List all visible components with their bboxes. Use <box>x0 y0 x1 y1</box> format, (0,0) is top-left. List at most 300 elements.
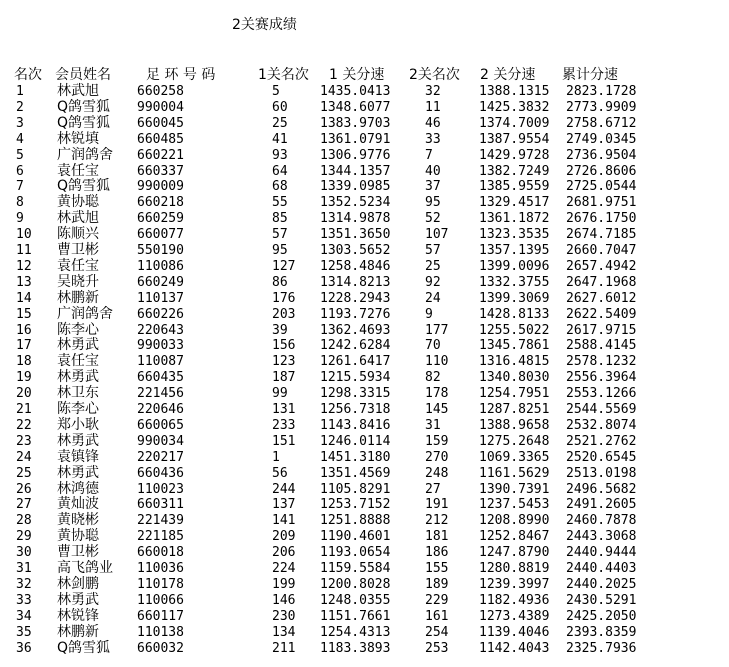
cell-name: 高飞鸽业 <box>57 560 113 576</box>
cell-name: 林锐锋 <box>57 608 99 624</box>
cell-rank: 23 <box>16 434 32 449</box>
cell-stage2-rank: 40 <box>425 164 441 179</box>
cell-ring-number: 660311 <box>137 497 184 512</box>
cell-name: Q鸽雪狐 <box>57 178 111 194</box>
header-ring-number: 足 环 号 码 <box>146 67 216 83</box>
cell-name: 黄晓彬 <box>57 512 99 528</box>
cell-name: 林武旭 <box>57 210 99 226</box>
cell-total-speed: 2425.2050 <box>566 609 637 624</box>
cell-ring-number: 660117 <box>137 609 184 624</box>
cell-total-speed: 2513.0198 <box>566 466 637 481</box>
cell-name: 袁任宝 <box>57 163 99 179</box>
cell-stage2-rank: 32 <box>425 84 441 99</box>
cell-total-speed: 2726.8606 <box>566 164 637 179</box>
cell-total-speed: 2773.9909 <box>566 100 637 115</box>
cell-stage1-speed: 1362.4693 <box>320 323 391 338</box>
cell-stage1-speed: 1306.9776 <box>320 148 391 163</box>
cell-ring-number: 221439 <box>137 513 184 528</box>
cell-stage2-rank: 254 <box>425 625 449 640</box>
cell-stage1-speed: 1298.3315 <box>320 386 391 401</box>
cell-stage1-rank: 93 <box>272 148 288 163</box>
table-row <box>0 100 729 115</box>
table-row <box>0 179 729 194</box>
cell-total-speed: 2660.7047 <box>566 243 637 258</box>
cell-stage2-speed: 1345.7861 <box>479 338 550 353</box>
cell-name: 林勇武 <box>57 369 99 385</box>
cell-rank: 2 <box>16 100 24 115</box>
cell-rank: 32 <box>16 577 32 592</box>
table-row <box>0 593 729 608</box>
cell-name: 袁任宝 <box>57 258 99 274</box>
cell-name: Q鸽雪狐 <box>57 115 111 131</box>
cell-rank: 36 <box>16 641 32 656</box>
cell-stage1-speed: 1344.1357 <box>320 164 391 179</box>
cell-stage1-rank: 134 <box>272 625 296 640</box>
cell-stage1-speed: 1193.7276 <box>320 307 391 322</box>
cell-name: 黄协聪 <box>57 194 99 210</box>
table-row <box>0 482 729 497</box>
cell-rank: 24 <box>16 450 32 465</box>
cell-rank: 5 <box>16 148 24 163</box>
header-total-speed: 累计分速 <box>562 67 618 83</box>
cell-ring-number: 660436 <box>137 466 184 481</box>
cell-total-speed: 2520.6545 <box>566 450 637 465</box>
table-row <box>0 323 729 338</box>
cell-stage2-rank: 177 <box>425 323 449 338</box>
cell-stage1-rank: 39 <box>272 323 288 338</box>
cell-stage1-speed: 1451.3180 <box>320 450 391 465</box>
cell-rank: 33 <box>16 593 32 608</box>
cell-stage2-speed: 1182.4936 <box>479 593 550 608</box>
cell-name: 陈顺兴 <box>57 226 99 242</box>
cell-stage1-rank: 56 <box>272 466 288 481</box>
cell-stage2-rank: 212 <box>425 513 449 528</box>
cell-stage1-speed: 1151.7661 <box>320 609 391 624</box>
cell-stage2-rank: 248 <box>425 466 449 481</box>
table-row <box>0 259 729 274</box>
cell-total-speed: 2823.1728 <box>566 84 637 99</box>
table-row <box>0 291 729 306</box>
cell-stage2-speed: 1142.4043 <box>479 641 550 656</box>
table-row <box>0 513 729 528</box>
cell-ring-number: 660218 <box>137 195 184 210</box>
cell-total-speed: 2325.7936 <box>566 641 637 656</box>
cell-stage1-rank: 60 <box>272 100 288 115</box>
cell-ring-number: 990034 <box>137 434 184 449</box>
cell-stage2-speed: 1390.7391 <box>479 482 550 497</box>
cell-stage2-speed: 1161.5629 <box>479 466 550 481</box>
cell-stage1-speed: 1190.4601 <box>320 529 391 544</box>
cell-stage2-speed: 1429.9728 <box>479 148 550 163</box>
cell-total-speed: 2681.9751 <box>566 195 637 210</box>
table-row <box>0 148 729 163</box>
cell-rank: 18 <box>16 354 32 369</box>
cell-total-speed: 2443.3068 <box>566 529 637 544</box>
cell-stage2-speed: 1273.4389 <box>479 609 550 624</box>
cell-total-speed: 2657.4942 <box>566 259 637 274</box>
cell-stage2-rank: 27 <box>425 482 441 497</box>
cell-stage2-speed: 1316.4815 <box>479 354 550 369</box>
cell-stage2-rank: 159 <box>425 434 449 449</box>
cell-stage1-speed: 1435.0413 <box>320 84 391 99</box>
cell-stage1-speed: 1253.7152 <box>320 497 391 512</box>
cell-total-speed: 2544.5569 <box>566 402 637 417</box>
cell-stage1-rank: 127 <box>272 259 296 274</box>
cell-name: 林卫东 <box>57 385 99 401</box>
cell-stage1-speed: 1200.8028 <box>320 577 391 592</box>
cell-stage1-speed: 1383.9703 <box>320 116 391 131</box>
cell-rank: 30 <box>16 545 32 560</box>
cell-total-speed: 2725.0544 <box>566 179 637 194</box>
cell-stage2-rank: 52 <box>425 211 441 226</box>
cell-name: 曹卫彬 <box>57 242 99 258</box>
cell-ring-number: 110178 <box>137 577 184 592</box>
header-stage1-rank: 1关名次 <box>258 67 309 83</box>
cell-stage1-speed: 1183.3893 <box>320 641 391 656</box>
cell-stage2-speed: 1280.8819 <box>479 561 550 576</box>
cell-stage1-rank: 151 <box>272 434 296 449</box>
cell-stage1-rank: 85 <box>272 211 288 226</box>
cell-stage2-rank: 31 <box>425 418 441 433</box>
cell-stage1-rank: 211 <box>272 641 296 656</box>
cell-rank: 16 <box>16 323 32 338</box>
cell-rank: 21 <box>16 402 32 417</box>
header-stage1-speed: 1 关分速 <box>329 67 385 83</box>
cell-stage1-rank: 57 <box>272 227 288 242</box>
cell-stage2-speed: 1388.9658 <box>479 418 550 433</box>
cell-name: 林鸿德 <box>57 481 99 497</box>
table-row <box>0 275 729 290</box>
cell-ring-number: 221185 <box>137 529 184 544</box>
table-row <box>0 211 729 226</box>
cell-stage2-speed: 1399.3069 <box>479 291 550 306</box>
cell-stage1-rank: 233 <box>272 418 296 433</box>
table-row <box>0 625 729 640</box>
cell-stage1-rank: 131 <box>272 402 296 417</box>
cell-stage1-rank: 5 <box>272 84 280 99</box>
cell-ring-number: 220217 <box>137 450 184 465</box>
cell-rank: 7 <box>16 179 24 194</box>
cell-stage2-speed: 1237.5453 <box>479 497 550 512</box>
cell-rank: 25 <box>16 466 32 481</box>
table-row <box>0 164 729 179</box>
cell-stage2-speed: 1252.8467 <box>479 529 550 544</box>
cell-stage1-rank: 230 <box>272 609 296 624</box>
cell-stage1-speed: 1351.4569 <box>320 466 391 481</box>
cell-stage2-rank: 155 <box>425 561 449 576</box>
cell-rank: 28 <box>16 513 32 528</box>
cell-stage1-speed: 1339.0985 <box>320 179 391 194</box>
cell-stage2-speed: 1361.1872 <box>479 211 550 226</box>
cell-stage2-speed: 1385.9559 <box>479 179 550 194</box>
cell-stage1-rank: 176 <box>272 291 296 306</box>
cell-ring-number: 660435 <box>137 370 184 385</box>
cell-stage2-rank: 70 <box>425 338 441 353</box>
cell-stage1-rank: 141 <box>272 513 296 528</box>
cell-stage2-speed: 1323.3535 <box>479 227 550 242</box>
cell-total-speed: 2430.5291 <box>566 593 637 608</box>
table-row <box>0 577 729 592</box>
cell-total-speed: 2491.2605 <box>566 497 637 512</box>
cell-stage1-speed: 1248.0355 <box>320 593 391 608</box>
cell-stage2-rank: 191 <box>425 497 449 512</box>
cell-name: 陈李心 <box>57 322 99 338</box>
cell-stage2-speed: 1340.8030 <box>479 370 550 385</box>
cell-name: 林武旭 <box>57 83 99 99</box>
cell-stage2-rank: 82 <box>425 370 441 385</box>
table-row <box>0 545 729 560</box>
table-row <box>0 338 729 353</box>
table-row <box>0 84 729 99</box>
table-row <box>0 497 729 512</box>
cell-ring-number: 660045 <box>137 116 184 131</box>
cell-ring-number: 660221 <box>137 148 184 163</box>
cell-ring-number: 550190 <box>137 243 184 258</box>
cell-stage1-rank: 55 <box>272 195 288 210</box>
cell-stage1-speed: 1261.6417 <box>320 354 391 369</box>
cell-stage2-speed: 1255.5022 <box>479 323 550 338</box>
cell-rank: 20 <box>16 386 32 401</box>
cell-stage2-rank: 145 <box>425 402 449 417</box>
cell-stage1-speed: 1303.5652 <box>320 243 391 258</box>
table-row <box>0 307 729 322</box>
cell-stage2-speed: 1382.7249 <box>479 164 550 179</box>
cell-stage2-rank: 186 <box>425 545 449 560</box>
cell-stage2-rank: 92 <box>425 275 441 290</box>
cell-stage2-rank: 37 <box>425 179 441 194</box>
cell-ring-number: 110066 <box>137 593 184 608</box>
cell-name: 黄协聪 <box>57 528 99 544</box>
cell-stage2-rank: 161 <box>425 609 449 624</box>
cell-name: 林鹏新 <box>57 290 99 306</box>
cell-total-speed: 2460.7878 <box>566 513 637 528</box>
cell-rank: 29 <box>16 529 32 544</box>
cell-total-speed: 2622.5409 <box>566 307 637 322</box>
cell-name: 林勇武 <box>57 433 99 449</box>
cell-total-speed: 2647.1968 <box>566 275 637 290</box>
cell-ring-number: 660249 <box>137 275 184 290</box>
header-stage2-speed: 2 关分速 <box>480 67 536 83</box>
cell-stage1-speed: 1242.6284 <box>320 338 391 353</box>
cell-stage1-rank: 86 <box>272 275 288 290</box>
cell-stage1-rank: 123 <box>272 354 296 369</box>
cell-stage1-rank: 199 <box>272 577 296 592</box>
cell-rank: 1 <box>16 84 24 99</box>
cell-total-speed: 2676.1750 <box>566 211 637 226</box>
cell-stage1-speed: 1352.5234 <box>320 195 391 210</box>
cell-stage1-speed: 1314.9878 <box>320 211 391 226</box>
cell-stage2-speed: 1247.8790 <box>479 545 550 560</box>
table-row <box>0 402 729 417</box>
cell-stage2-speed: 1329.4517 <box>479 195 550 210</box>
cell-stage2-rank: 25 <box>425 259 441 274</box>
cell-rank: 12 <box>16 259 32 274</box>
header-name: 会员姓名 <box>55 67 111 83</box>
cell-stage2-rank: 229 <box>425 593 449 608</box>
cell-stage2-speed: 1425.3832 <box>479 100 550 115</box>
cell-name: 林勇武 <box>57 592 99 608</box>
cell-ring-number: 220643 <box>137 323 184 338</box>
cell-stage1-rank: 206 <box>272 545 296 560</box>
cell-stage2-rank: 181 <box>425 529 449 544</box>
cell-stage2-speed: 1239.3997 <box>479 577 550 592</box>
cell-name: 袁镇锋 <box>57 449 99 465</box>
cell-rank: 3 <box>16 116 24 131</box>
cell-rank: 4 <box>16 132 24 147</box>
cell-stage1-speed: 1314.8213 <box>320 275 391 290</box>
cell-stage1-rank: 209 <box>272 529 296 544</box>
table-row <box>0 116 729 131</box>
cell-stage1-rank: 203 <box>272 307 296 322</box>
cell-stage1-speed: 1143.8416 <box>320 418 391 433</box>
cell-stage1-rank: 187 <box>272 370 296 385</box>
cell-ring-number: 990009 <box>137 179 184 194</box>
cell-stage2-rank: 57 <box>425 243 441 258</box>
cell-rank: 22 <box>16 418 32 433</box>
cell-stage2-rank: 95 <box>425 195 441 210</box>
cell-ring-number: 220646 <box>137 402 184 417</box>
cell-stage2-speed: 1208.8990 <box>479 513 550 528</box>
cell-stage1-speed: 1251.8888 <box>320 513 391 528</box>
cell-rank: 11 <box>16 243 32 258</box>
table-row <box>0 466 729 481</box>
cell-rank: 15 <box>16 307 32 322</box>
cell-total-speed: 2440.9444 <box>566 545 637 560</box>
cell-ring-number: 660485 <box>137 132 184 147</box>
cell-name: 林勇武 <box>57 337 99 353</box>
cell-ring-number: 110137 <box>137 291 184 306</box>
cell-stage2-rank: 33 <box>425 132 441 147</box>
table-row <box>0 641 729 656</box>
cell-rank: 31 <box>16 561 32 576</box>
cell-rank: 13 <box>16 275 32 290</box>
cell-stage1-rank: 244 <box>272 482 296 497</box>
cell-stage2-speed: 1287.8251 <box>479 402 550 417</box>
cell-stage2-speed: 1254.7951 <box>479 386 550 401</box>
cell-total-speed: 2393.8359 <box>566 625 637 640</box>
cell-ring-number: 660258 <box>137 84 184 99</box>
cell-stage1-speed: 1348.6077 <box>320 100 391 115</box>
cell-stage2-speed: 1428.8133 <box>479 307 550 322</box>
cell-stage2-speed: 1388.1315 <box>479 84 550 99</box>
cell-stage1-speed: 1246.0114 <box>320 434 391 449</box>
cell-stage2-rank: 270 <box>425 450 449 465</box>
table-row <box>0 450 729 465</box>
cell-ring-number: 660018 <box>137 545 184 560</box>
cell-stage2-rank: 110 <box>425 354 449 369</box>
cell-ring-number: 990004 <box>137 100 184 115</box>
cell-ring-number: 110086 <box>137 259 184 274</box>
cell-total-speed: 2588.4145 <box>566 338 637 353</box>
cell-stage1-speed: 1228.2943 <box>320 291 391 306</box>
cell-stage2-speed: 1357.1395 <box>479 243 550 258</box>
cell-stage2-speed: 1069.3365 <box>479 450 550 465</box>
cell-rank: 34 <box>16 609 32 624</box>
cell-ring-number: 110138 <box>137 625 184 640</box>
cell-stage2-speed: 1387.9554 <box>479 132 550 147</box>
cell-stage1-speed: 1361.0791 <box>320 132 391 147</box>
table-row <box>0 418 729 433</box>
cell-total-speed: 2758.6712 <box>566 116 637 131</box>
cell-total-speed: 2578.1232 <box>566 354 637 369</box>
cell-stage2-rank: 24 <box>425 291 441 306</box>
header-stage2-rank: 2关名次 <box>409 67 460 83</box>
cell-stage2-rank: 189 <box>425 577 449 592</box>
cell-ring-number: 221456 <box>137 386 184 401</box>
cell-ring-number: 110087 <box>137 354 184 369</box>
cell-stage2-speed: 1399.0096 <box>479 259 550 274</box>
cell-total-speed: 2617.9715 <box>566 323 637 338</box>
cell-total-speed: 2749.0345 <box>566 132 637 147</box>
cell-stage2-speed: 1139.4046 <box>479 625 550 640</box>
cell-name: 吴晓升 <box>57 274 99 290</box>
cell-rank: 35 <box>16 625 32 640</box>
cell-stage2-rank: 46 <box>425 116 441 131</box>
table-row <box>0 132 729 147</box>
header-rank: 名次 <box>14 67 42 83</box>
cell-name: Q鸽雪狐 <box>57 640 111 656</box>
cell-stage2-rank: 11 <box>425 100 441 115</box>
cell-name: 郑小耿 <box>57 417 99 433</box>
cell-total-speed: 2440.4403 <box>566 561 637 576</box>
cell-stage1-rank: 137 <box>272 497 296 512</box>
cell-stage2-rank: 9 <box>425 307 433 322</box>
cell-ring-number: 990033 <box>137 338 184 353</box>
cell-ring-number: 660032 <box>137 641 184 656</box>
cell-total-speed: 2496.5682 <box>566 482 637 497</box>
cell-rank: 9 <box>16 211 24 226</box>
cell-stage2-speed: 1374.7009 <box>479 116 550 131</box>
cell-stage1-rank: 64 <box>272 164 288 179</box>
cell-total-speed: 2553.1266 <box>566 386 637 401</box>
cell-rank: 10 <box>16 227 32 242</box>
cell-total-speed: 2736.9504 <box>566 148 637 163</box>
cell-name: Q鸽雪狐 <box>57 99 111 115</box>
cell-stage1-speed: 1159.5584 <box>320 561 391 576</box>
table-row <box>0 354 729 369</box>
cell-ring-number: 660259 <box>137 211 184 226</box>
table-row <box>0 227 729 242</box>
cell-stage1-rank: 41 <box>272 132 288 147</box>
cell-stage1-rank: 99 <box>272 386 288 401</box>
table-row <box>0 434 729 449</box>
cell-ring-number: 110023 <box>137 482 184 497</box>
table-row <box>0 195 729 210</box>
cell-name: 广润鸽舍 <box>57 147 113 163</box>
page-title: 2关赛成绩 <box>232 17 297 33</box>
cell-stage1-rank: 1 <box>272 450 280 465</box>
cell-rank: 17 <box>16 338 32 353</box>
table-row <box>0 243 729 258</box>
cell-stage1-speed: 1256.7318 <box>320 402 391 417</box>
cell-stage2-rank: 178 <box>425 386 449 401</box>
cell-name: 林剑鹏 <box>57 576 99 592</box>
cell-stage1-rank: 25 <box>272 116 288 131</box>
cell-total-speed: 2521.2762 <box>566 434 637 449</box>
cell-stage2-rank: 107 <box>425 227 449 242</box>
cell-ring-number: 110036 <box>137 561 184 576</box>
cell-rank: 26 <box>16 482 32 497</box>
cell-rank: 6 <box>16 164 24 179</box>
cell-stage1-rank: 95 <box>272 243 288 258</box>
cell-name: 林勇武 <box>57 465 99 481</box>
table-header <box>0 66 729 84</box>
cell-stage1-speed: 1215.5934 <box>320 370 391 385</box>
cell-stage2-speed: 1332.3755 <box>479 275 550 290</box>
cell-stage1-speed: 1193.0654 <box>320 545 391 560</box>
table-row <box>0 370 729 385</box>
table-row <box>0 386 729 401</box>
